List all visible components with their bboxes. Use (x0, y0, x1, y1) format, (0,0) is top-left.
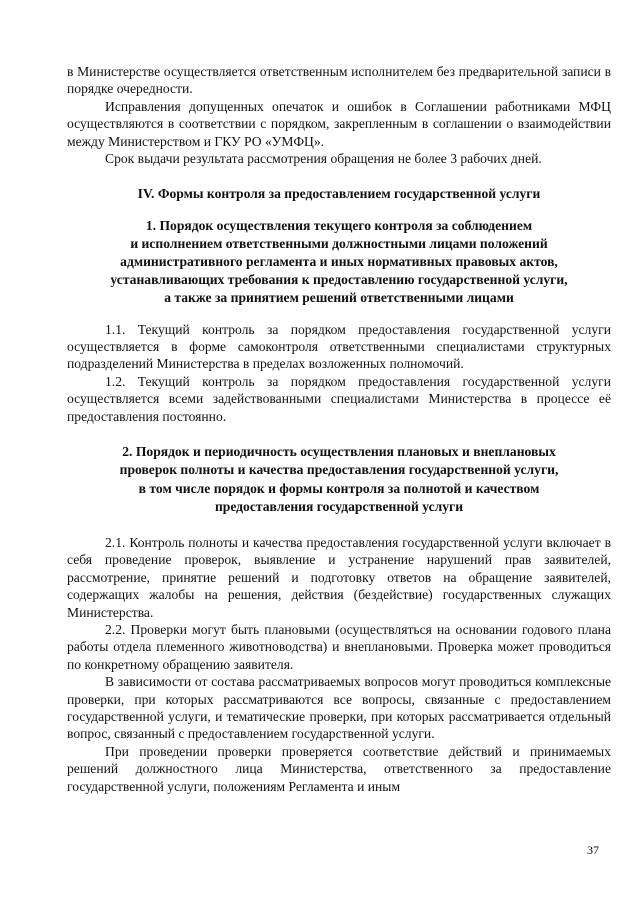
subsection-1-title (67, 217, 611, 308)
subsection-1-title-line: административного регламента и иных нормативных правовых актов, (120, 254, 558, 270)
paragraph-1-1: 1.1. Текущий контроль за порядком предоставления государственной услуги осуществляется в форме самоконтроля ответственными специалистами структурных подразделений Министерства в пределах возложенных полномочий. (67, 321, 611, 372)
spacer (67, 516, 611, 534)
subsection-2-title-line: в том числе порядок и формы контроля за полнотой и качеством (138, 480, 540, 496)
spacer (67, 167, 611, 185)
spacer (67, 308, 611, 321)
paragraph-1-2: 1.2. Текущий контроль за порядком предоставления государственной услуги осуществляется всеми задействованными специалистами Министерства в процессе её предоставления постоянно. (67, 373, 611, 424)
subsection-2-title-line: проверок полноты и качества предоставления государственной услуги, (119, 462, 559, 478)
subsection-2-title-line: 2. Порядок и периодичность осуществления плановых и внеплановых (122, 444, 556, 460)
paragraph-corrections: Исправления допущенных опечаток и ошибок в Соглашении работниками МФЦ осуществляются в соответствии с порядком, закрепленным в соглашении о взаимодействии между Министерством и ГКУ РО «УМФЦ». (67, 98, 611, 149)
subsection-1-title-line: и исполнением ответственными должностными лицами положений (130, 235, 548, 251)
spacer (67, 425, 611, 443)
subsection-1-title-line: устанавливающих требования к предоставлению государственной услуги, (110, 272, 568, 288)
subsection-1-title-line: а также за принятием решений ответственными лицами (164, 290, 514, 306)
section-title: IV. Формы контроля за предоставлением государственной услуги (137, 186, 541, 202)
subsection-2-title (67, 443, 611, 516)
paragraph-continuation: в Министерстве осуществляется ответственным исполнителем без предварительной записи в порядке очередности. (67, 64, 611, 97)
page-number: 37 (587, 843, 599, 857)
paragraph-2-4: При проведении проверки проверяется соответствие действий и принимаемых решений должностного лица Министерства, ответственного за предоставление государственной услуги, положениям Регламента и иным (67, 743, 611, 794)
paragraph-2-1: 2.1. Контроль полноты и качества предоставления государственной услуги включает в себя проведение проверок, выявление и устранение нарушений прав заявителей, рассмотрение, принятие решений и подготовку ответов на обращение заявителей, содержащих жалобы на решения, действия (бездействие) государственных служащих Министерства. (67, 534, 611, 620)
paragraph-2-2: 2.2. Проверки могут быть плановыми (осуществляться на основании годового плана работы отдела племенного животноводства) и внеплановыми. Проверка может проводиться по конкретному обращению заявителя. (67, 621, 611, 672)
paragraph-2-3: В зависимости от состава рассматриваемых вопросов могут проводиться комплексные проверки, при которых рассматриваются все вопросы, связанные с предоставлением государственной услуги, и тематические проверки, при которых рассматривается отдельный вопрос, связанный с предоставлением государственной услуги. (67, 674, 611, 742)
spacer (67, 204, 611, 217)
paragraph-deadline: Срок выдачи результата рассмотрения обращения не более 3 рабочих дней. (105, 151, 542, 167)
page-content (67, 63, 611, 795)
subsection-2-title-line: предоставления государственной услуги (214, 498, 464, 514)
subsection-1-title-line: 1. Порядок осуществления текущего контроля за соблюдением (145, 217, 533, 233)
